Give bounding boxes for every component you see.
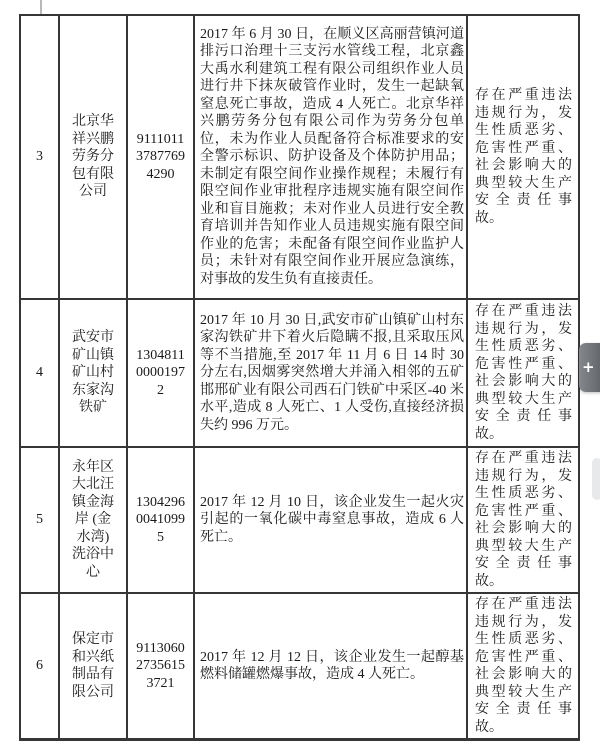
scrollbar-fade-indicator <box>592 458 600 500</box>
cropped-column-divider <box>40 0 42 14</box>
incident-description: 2017 年 12 月 12 日，该企业发生一起醇基燃料储罐燃爆事故，造成 4 人死亡。 <box>200 649 464 682</box>
cell-seq <box>20 15 59 299</box>
cell-violation-assessment <box>467 593 579 740</box>
cell-violation-assessment <box>467 299 579 447</box>
cell-seq <box>20 299 59 447</box>
row-number: 5 <box>36 512 43 528</box>
cell-company-name <box>59 593 127 740</box>
table-row <box>20 593 579 740</box>
cell-credit-code <box>127 593 194 740</box>
credit-code: 130429600410995 <box>136 494 185 545</box>
violation-assessment: 存在严重违法违规行为，发生性质恶劣、危害性严重、社会影响大的典型较大生产安全责任事故。 <box>475 597 572 735</box>
table-row <box>20 15 579 299</box>
table-row <box>20 299 579 447</box>
row-number: 3 <box>36 149 43 165</box>
cell-company-name <box>59 15 127 299</box>
cell-company-name <box>59 447 127 593</box>
cell-incident-description <box>194 15 467 299</box>
company-name: 保定市和兴纸制品有限公司 <box>72 632 114 700</box>
credit-code: 911101137877694290 <box>136 131 185 182</box>
violation-assessment: 存在严重违法违规行为，发生性质恶劣、危害性严重、社会影响大的典型较大生产安全责任事故。 <box>475 88 572 226</box>
plus-arrow-icon: + <box>582 358 595 376</box>
row-number: 6 <box>36 658 43 674</box>
table-row <box>20 447 579 593</box>
incident-description: 2017 年 6 月 30 日，在顺义区高丽营镇河道排污口治理十三支污水管线工程，北京鑫大禹水利建筑工程有限公司组织作业人员进行井下抹灰破管作业时，发生一起缺氧窒息死亡事故，造成 4 人死亡。北京华祥兴鹏劳务分包有限公司作为劳务分包单位，未为作业人员配备符合标准要求的安全警示标识、防护设备及个体防护用品；未制定有限空间作业操作规程；未履行有限空间作业审批程序违规实施有限空间作业和盲目施救；未对作业人员进行安全教育培训并告知作业人员违规实施有限空间作业的危害；未配备有限空间作业监护人员；未针对有限空间作业开展应急演练，对事故的发生负有直接责任。 <box>200 26 464 287</box>
incident-description: 2017 年 12 月 10 日，该企业发生一起火灾引起的一氧化碳中毒窒息事故，造成 6 人死亡。 <box>200 494 464 545</box>
side-scroll-handle[interactable] <box>579 343 600 392</box>
cell-credit-code <box>127 299 194 447</box>
credit-code: 130481100001972 <box>136 347 185 398</box>
incident-description: 2017 年 10 月 30 日,武安市矿山镇矿山村东家沟铁矿井下着火后隐瞒不报,且采取压风等不当措施,至 2017 年 11 月 6 日 14 时 30 分左右,因烟雾突然增大并涌入相邻的五矿邯邢矿业有限公司西石门铁矿中采区-40 米水平,造成 8 人死亡、1 人受伤,直接经济损失约 996 万元。 <box>200 312 464 433</box>
cell-violation-assessment <box>467 447 579 593</box>
company-name: 北京华祥兴鹏劳务分包有限公司 <box>72 114 114 200</box>
cell-seq <box>20 447 59 593</box>
cell-incident-description <box>194 447 467 593</box>
cell-violation-assessment <box>467 15 579 299</box>
company-name: 武安市矿山镇矿山村东家沟铁矿 <box>72 330 114 416</box>
cell-credit-code <box>127 447 194 593</box>
cell-incident-description <box>194 593 467 740</box>
violation-assessment: 存在严重违法违规行为，发生性质恶劣、危害性严重、社会影响大的典型较大生产安全责任事故。 <box>475 304 572 442</box>
cell-credit-code <box>127 15 194 299</box>
violation-assessment: 存在严重违法违规行为，发生性质恶劣、危害性严重、社会影响大的典型较大生产安全责任事故。 <box>475 451 572 589</box>
accident-blacklist-table <box>19 14 580 741</box>
cell-company-name <box>59 299 127 447</box>
cell-seq <box>20 593 59 740</box>
credit-code: 911306027356153721 <box>136 640 185 691</box>
row-number: 4 <box>36 365 43 381</box>
company-name: 永年区大北汪镇金海岸 (金水湾) 洗浴中心 <box>72 459 114 580</box>
cell-incident-description <box>194 299 467 447</box>
